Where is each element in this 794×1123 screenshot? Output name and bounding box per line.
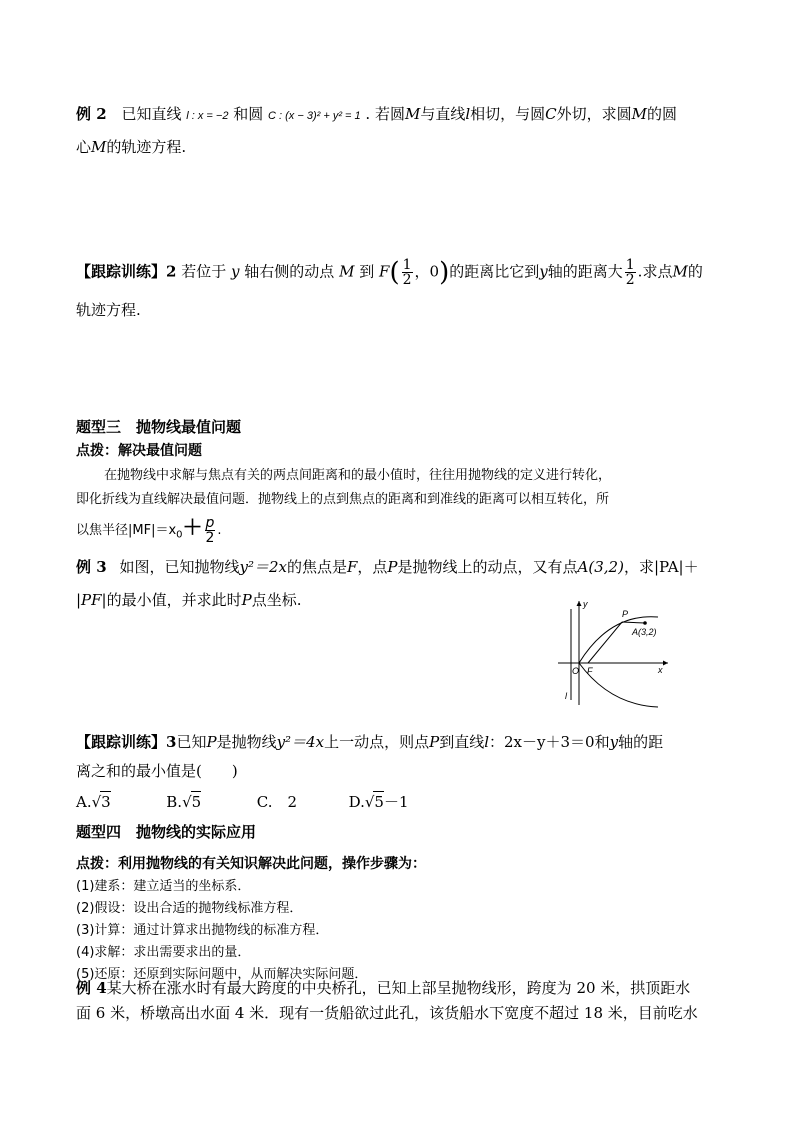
- example4-line1: [76, 978, 690, 998]
- text: 和圆: [233, 105, 264, 123]
- section4-step-3: (3)计算：通过计算求出抛物线的标准方程．: [76, 923, 329, 938]
- option-b[interactable]: B.√5: [166, 793, 202, 811]
- text: 外切，求圆: [556, 105, 632, 123]
- var-M: M: [672, 262, 688, 281]
- x-axis-arrow-icon: [663, 661, 668, 666]
- training2-label: 【跟踪训练】2: [76, 262, 177, 281]
- example2-label: 例 2: [76, 105, 107, 123]
- frac-den: 2: [625, 272, 635, 288]
- text: 是抛物线上的动点，又有点: [397, 558, 578, 576]
- circle-equation: C : (x − 3)² + y² = 1: [268, 110, 361, 122]
- fraction-half: [625, 258, 636, 287]
- section4-step-2: (2)假设：设出合适的抛物线标准方程．: [76, 901, 303, 916]
- var-y: y: [609, 733, 619, 751]
- option-b-label: B.: [166, 793, 183, 811]
- option-d-label: D.: [348, 793, 365, 811]
- training2-line1: 【跟踪训练】2 若位于 y 轴右侧的动点 M 到 F( $\frac{1}{2}$ ，0)的距离比它到y轴的距离大 $\frac{1}{2}$ .求点M的: [76, 257, 703, 288]
- var-F: F: [379, 262, 390, 281]
- var-M: M: [339, 262, 355, 281]
- line-equation: l : x = −2: [186, 110, 229, 122]
- parabola-equation: y²＝2x: [239, 558, 287, 576]
- text: 的焦点是: [286, 558, 347, 576]
- text: 到直线: [439, 733, 485, 751]
- text: 相切，与圆: [470, 105, 546, 123]
- plus-sign: ＋: [182, 515, 203, 539]
- text: . 若圆: [365, 105, 405, 123]
- text: 轨迹方程.: [76, 301, 141, 319]
- text: 上一动点，则点: [324, 733, 430, 751]
- section4-step-5: (5)还原：还原到实际问题中，从而解决实际问题．: [76, 967, 368, 982]
- var-y: y: [539, 262, 548, 281]
- text: 的距离比它到: [449, 262, 540, 281]
- example3-line1: [76, 557, 699, 577]
- section3-title: 题型三 抛物线最值问题: [76, 418, 242, 436]
- text: 轴的距离大: [547, 262, 623, 281]
- point-A: A(3,2): [577, 558, 624, 576]
- text: |PF|: [76, 591, 107, 609]
- frac-num: p: [205, 515, 215, 531]
- text: 的轨迹方程.: [106, 138, 187, 156]
- section4-tip: 点拨：利用抛物线的有关知识解决此问题，操作步骤为：: [76, 856, 426, 872]
- text: 已知直线: [121, 105, 182, 123]
- frac-den: 2: [402, 272, 412, 288]
- focus-label: F: [587, 666, 593, 676]
- example2-line1: [76, 104, 677, 126]
- section3-tip: 点拨：解决最值问题: [76, 443, 202, 459]
- segment-PF: [588, 622, 622, 663]
- training3-line1: [76, 732, 663, 752]
- text: ，0: [414, 262, 440, 281]
- var-P: P: [241, 591, 252, 609]
- text: ，求|PA|＋: [623, 558, 699, 576]
- example3-label: 例 3: [76, 558, 107, 576]
- text: 若位于: [181, 262, 227, 281]
- section4-step-1: (1)建系：建立适当的坐标系．: [76, 879, 251, 894]
- text: 是抛物线: [216, 733, 277, 751]
- section4-step-4: (4)求解：求出需要求出的量．: [76, 945, 251, 960]
- section4-title: 题型四 抛物线的实际应用: [76, 823, 257, 841]
- option-c[interactable]: C. 2: [256, 793, 298, 811]
- option-a-label: A.: [76, 793, 92, 811]
- text: 如图，已知抛物线: [119, 558, 240, 576]
- point-P-label: P: [622, 609, 629, 619]
- var-l: l: [484, 733, 490, 751]
- var-M: M: [631, 105, 648, 123]
- var-P: P: [387, 558, 398, 576]
- var-M: M: [404, 105, 421, 123]
- text: 的圆: [647, 105, 678, 123]
- frac-num: 1: [625, 257, 635, 273]
- text: 和: [594, 733, 610, 751]
- text: 点坐标.: [251, 591, 302, 609]
- option-a[interactable]: A.√3: [76, 793, 111, 811]
- origin-label: O: [572, 666, 580, 676]
- var-C: C: [545, 105, 557, 123]
- var-P: P: [429, 733, 440, 751]
- var-y: y: [231, 262, 240, 281]
- training2-line2: [76, 300, 141, 320]
- x-axis-label: x: [658, 665, 663, 675]
- text: 以焦半径|MF|＝x: [76, 523, 177, 538]
- y-axis-label: y: [583, 599, 588, 609]
- frac-num: 1: [402, 257, 412, 273]
- parabola-equation: y²＝4x: [276, 733, 325, 751]
- point-A-label: A(3,2): [632, 627, 657, 637]
- option-a-value: 3: [101, 793, 111, 811]
- fraction-p-over-2: [205, 516, 216, 545]
- text: 已知: [176, 733, 207, 751]
- section3-para1: 在抛物线中求解与焦点有关的两点间距离和的最小值时，往往用抛物线的定义进行转化，: [104, 468, 612, 483]
- section3-para2: 即化折线为直线解决最值问题．抛物线上的点到焦点的距离和到准线的距离可以相互转化，所: [76, 492, 610, 507]
- text: .求点: [637, 262, 673, 281]
- fraction-half: [402, 258, 413, 287]
- training3-line2: 离之和的最小值是( ): [76, 762, 238, 780]
- section3-para3: [76, 516, 222, 546]
- text: ，点: [357, 558, 388, 576]
- point-A-dot: [643, 621, 647, 625]
- text: 的: [687, 262, 703, 281]
- var-F: F: [346, 558, 358, 576]
- y-axis-arrow-icon: [577, 601, 582, 606]
- example3-line2: [76, 590, 302, 610]
- option-d[interactable]: D.√5－1: [348, 793, 409, 811]
- example4-line2: 面 6 米，桥墩高出水面 4 米．现有一货船欲过此孔，该货船水下宽度不超过 18 米，目前吃水: [76, 1004, 698, 1022]
- example4-label: 例 4: [76, 979, 107, 997]
- parabola-figure: [550, 595, 680, 710]
- var-M: M: [91, 138, 107, 156]
- text: 到: [359, 262, 375, 281]
- option-b-value: 5: [191, 793, 202, 811]
- segment-PA: [622, 622, 645, 623]
- text: 心: [76, 138, 92, 156]
- line-equation: ：2x－y＋3＝0: [489, 733, 595, 751]
- text: 某大桥在涨水时有最大跨度的中央桥孔，已知上部呈抛物线形，跨度为 20 米，拱顶距水: [106, 979, 691, 997]
- subscript: 0: [176, 529, 183, 541]
- frac-den: 2: [205, 530, 215, 546]
- text: 的最小值，并求此时: [106, 591, 242, 609]
- text: .: [217, 523, 222, 538]
- directrix-label: l: [565, 691, 567, 701]
- text: 轴的距: [618, 733, 664, 751]
- training3-label: 【跟踪训练】3: [76, 733, 177, 751]
- option-d-tail: －1: [383, 793, 409, 811]
- option-d-value: 5: [374, 793, 384, 811]
- var-P: P: [206, 733, 217, 751]
- var-l: l: [465, 105, 471, 123]
- text: 与直线: [420, 105, 466, 123]
- example2-line2: [76, 137, 186, 157]
- training3-options: [76, 791, 409, 812]
- text: 轴右侧的动点: [244, 262, 335, 281]
